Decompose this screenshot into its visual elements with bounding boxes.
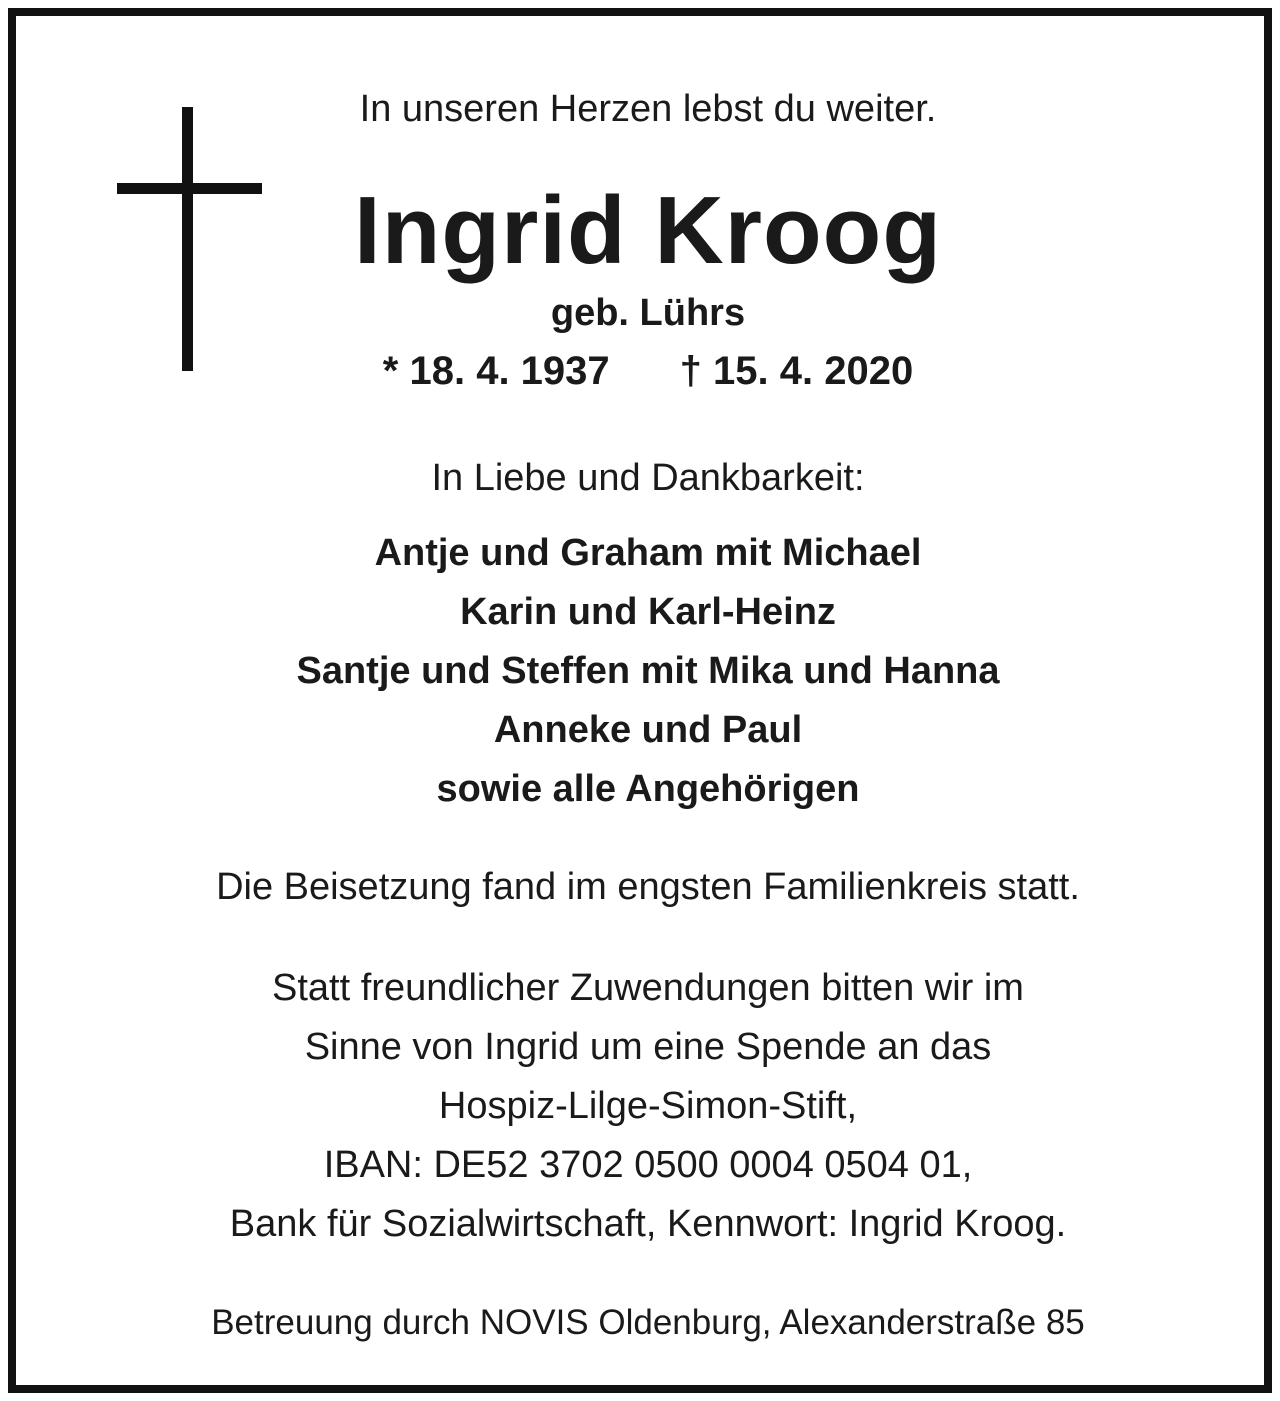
motto: In unseren Herzen lebst du weiter. — [359, 88, 937, 130]
burial-note: Die Beisetzung fand im engsten Familienkreis statt. — [216, 866, 1080, 908]
mourner-line: Antje und Graham mit Michael — [374, 532, 922, 574]
deceased-name: Ingrid Kroog — [354, 177, 942, 284]
funeral-home-footer: Betreuung durch NOVIS Oldenburg, Alexanderstraße 85 — [211, 1303, 1085, 1342]
mourner-line: Karin und Karl-Heinz — [460, 591, 836, 633]
death-date: † 15. 4. 2020 — [679, 349, 914, 393]
gratitude-intro: In Liebe und Dankbarkeit: — [431, 457, 865, 499]
donation-line: Hospiz-Lilge-Simon-Stift, — [438, 1085, 858, 1127]
mourner-line: Anneke und Paul — [493, 709, 803, 751]
donation-line: Sinne von Ingrid um eine Spende an das — [304, 1026, 992, 1068]
donation-iban: IBAN: DE52 3702 0500 0004 0504 01, — [323, 1144, 973, 1186]
birth-date: * 18. 4. 1937 — [382, 349, 610, 393]
life-dates — [16, 349, 1280, 394]
maiden-name: geb. Lührs — [550, 292, 746, 334]
mourner-line: sowie alle Angehörigen — [436, 768, 860, 810]
donation-line: Statt freundlicher Zuwendungen bitten wir im — [272, 967, 1024, 1009]
obituary-frame — [8, 8, 1272, 1393]
donation-bank: Bank für Sozialwirtschaft, Kennwort: Ingrid Kroog. — [229, 1203, 1067, 1245]
mourner-line: Santje und Steffen mit Mika und Hanna — [296, 650, 1000, 692]
